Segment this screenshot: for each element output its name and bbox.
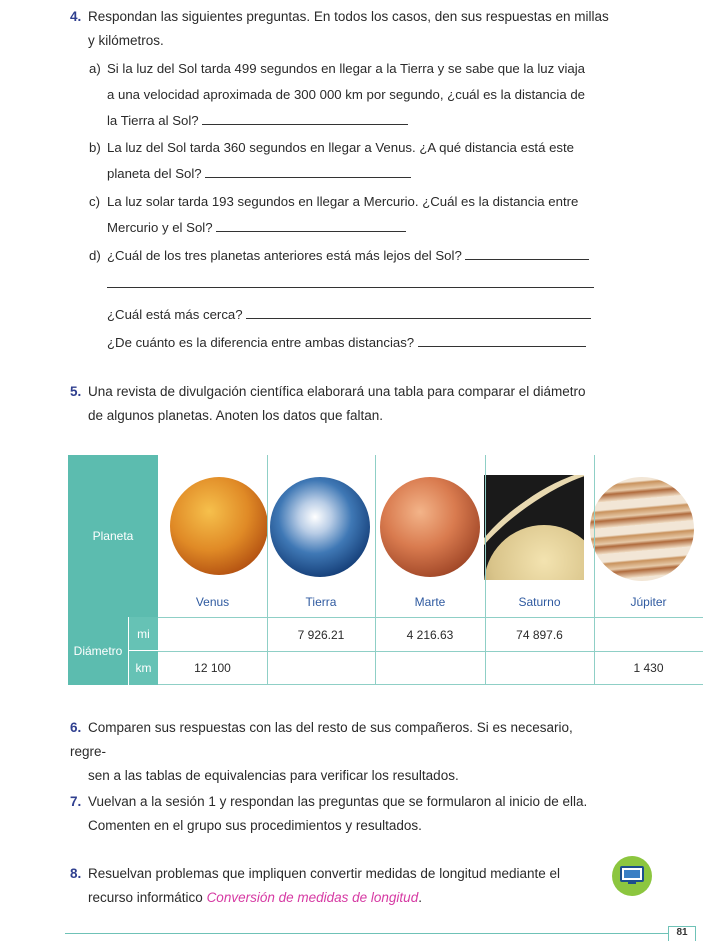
answer-blank[interactable] bbox=[465, 245, 589, 260]
question-4d-closer bbox=[89, 302, 599, 328]
answer-blank[interactable] bbox=[418, 332, 586, 347]
unit-text: km bbox=[135, 661, 152, 675]
km-jupiter-cell: 1 430 bbox=[633, 661, 664, 675]
planet-name-earth: Tierra bbox=[305, 595, 337, 609]
page-number: 81 bbox=[668, 926, 696, 941]
question-text: Una revista de divulgación científica elaborará una tabla para comparar el diámetro bbox=[88, 384, 586, 399]
question-text: Vuelvan a la sesión 1 y respondan las preguntas que se formularon al inicio de ella. bbox=[88, 794, 588, 809]
planet-name-saturn: Saturno bbox=[518, 595, 561, 609]
item-text: planeta del Sol? bbox=[107, 166, 202, 181]
planet-diameter-table bbox=[68, 455, 703, 685]
item-text: La luz solar tarda 193 segundos en llegar a Mercurio. ¿Cuál es la distancia entre bbox=[107, 194, 579, 209]
header-text: Planeta bbox=[92, 529, 134, 543]
answer-blank[interactable] bbox=[246, 304, 591, 319]
footer-rule bbox=[65, 933, 670, 934]
question-text: de algunos planetas. Anoten los datos que faltan. bbox=[88, 408, 383, 423]
question-text: Comparen sus respuestas con las del resto de sus compañeros. Si es necesario, regre- bbox=[70, 720, 573, 759]
km-mars-cell[interactable] bbox=[375, 652, 485, 684]
item-label: c) bbox=[89, 194, 100, 209]
question-4c bbox=[89, 189, 599, 241]
km-venus-cell: 12 100 bbox=[194, 661, 231, 675]
question-4d bbox=[89, 243, 599, 269]
earth-image bbox=[270, 477, 370, 577]
planet-images bbox=[158, 475, 703, 580]
answer-blank[interactable] bbox=[205, 163, 411, 178]
km-earth-cell[interactable] bbox=[267, 652, 375, 684]
mi-earth-cell: 7 926.21 bbox=[297, 627, 345, 642]
question-8 bbox=[70, 862, 610, 910]
item-text: la Tierra al Sol? bbox=[107, 113, 199, 128]
question-number: 5. bbox=[70, 384, 82, 399]
answer-blank[interactable] bbox=[202, 110, 408, 125]
item-text: Si la luz del Sol tarda 499 segundos en llegar a la Tierra y se sabe que la luz viaja bbox=[107, 61, 585, 76]
computer-icon-glyph bbox=[619, 865, 645, 887]
question-4d-difference bbox=[89, 330, 599, 356]
planet-header bbox=[68, 455, 158, 617]
question-number: 7. bbox=[70, 794, 82, 809]
saturn-image bbox=[484, 475, 584, 580]
km-saturn-cell[interactable] bbox=[485, 652, 594, 684]
question-text: Respondan las siguientes preguntas. En todos los casos, den sus respuestas en millas bbox=[88, 9, 609, 24]
unit-mi bbox=[128, 617, 158, 651]
question-4b bbox=[89, 135, 599, 187]
question-number: 8. bbox=[70, 866, 82, 881]
computer-icon[interactable] bbox=[612, 856, 652, 896]
header-text: Diámetro bbox=[73, 644, 123, 658]
mi-saturn-cell: 74 897.6 bbox=[516, 627, 563, 642]
question-number: 6. bbox=[70, 720, 82, 735]
mars-image bbox=[380, 477, 480, 577]
item-text: ¿Cuál está más cerca? bbox=[107, 307, 243, 322]
unit-km bbox=[128, 651, 158, 685]
mi-venus-cell[interactable] bbox=[158, 618, 267, 651]
question-text: sen a las tablas de equivalencias para verificar los resultados. bbox=[88, 768, 459, 783]
venus-image bbox=[170, 477, 268, 575]
question-6 bbox=[70, 716, 610, 788]
planet-name-mars: Marte bbox=[414, 595, 446, 609]
question-5 bbox=[70, 380, 610, 428]
item-label: d) bbox=[89, 248, 101, 263]
row-divider bbox=[158, 684, 703, 685]
item-text: ¿De cuánto es la diferencia entre ambas distancias? bbox=[107, 335, 415, 350]
answer-line[interactable] bbox=[107, 287, 594, 288]
item-text: a una velocidad aproximada de 300 000 km por segundo, ¿cuál es la distancia de bbox=[107, 87, 585, 102]
item-text: ¿Cuál de los tres planetas anteriores está más lejos del Sol? bbox=[107, 248, 462, 263]
planet-name-venus: Venus bbox=[195, 595, 230, 609]
unit-text: mi bbox=[137, 626, 150, 641]
diameter-header bbox=[68, 617, 128, 685]
punctuation: . bbox=[418, 890, 422, 905]
item-text: Mercurio y el Sol? bbox=[107, 220, 213, 235]
mi-jupiter-cell[interactable] bbox=[594, 618, 703, 651]
resource-link[interactable]: Conversión de medidas de longitud bbox=[206, 890, 419, 905]
item-label: a) bbox=[89, 61, 101, 76]
question-text: y kilómetros. bbox=[88, 33, 164, 48]
jupiter-image bbox=[590, 477, 694, 581]
question-text: Resuelvan problemas que impliquen convertir medidas de longitud mediante el bbox=[88, 866, 561, 881]
answer-blank[interactable] bbox=[216, 217, 406, 232]
planet-name-jupiter: Júpiter bbox=[630, 595, 667, 609]
question-number: 4. bbox=[70, 9, 82, 24]
question-7 bbox=[70, 790, 610, 838]
item-label: b) bbox=[89, 140, 101, 155]
item-text: La luz del Sol tarda 360 segundos en llegar a Venus. ¿A qué distancia está este bbox=[107, 140, 575, 155]
question-4 bbox=[70, 5, 610, 53]
question-text: recurso informático bbox=[88, 890, 203, 905]
mi-mars-cell: 4 216.63 bbox=[406, 627, 454, 642]
question-text: Comenten en el grupo sus procedimientos y resultados. bbox=[88, 818, 422, 833]
question-4a bbox=[89, 56, 599, 134]
